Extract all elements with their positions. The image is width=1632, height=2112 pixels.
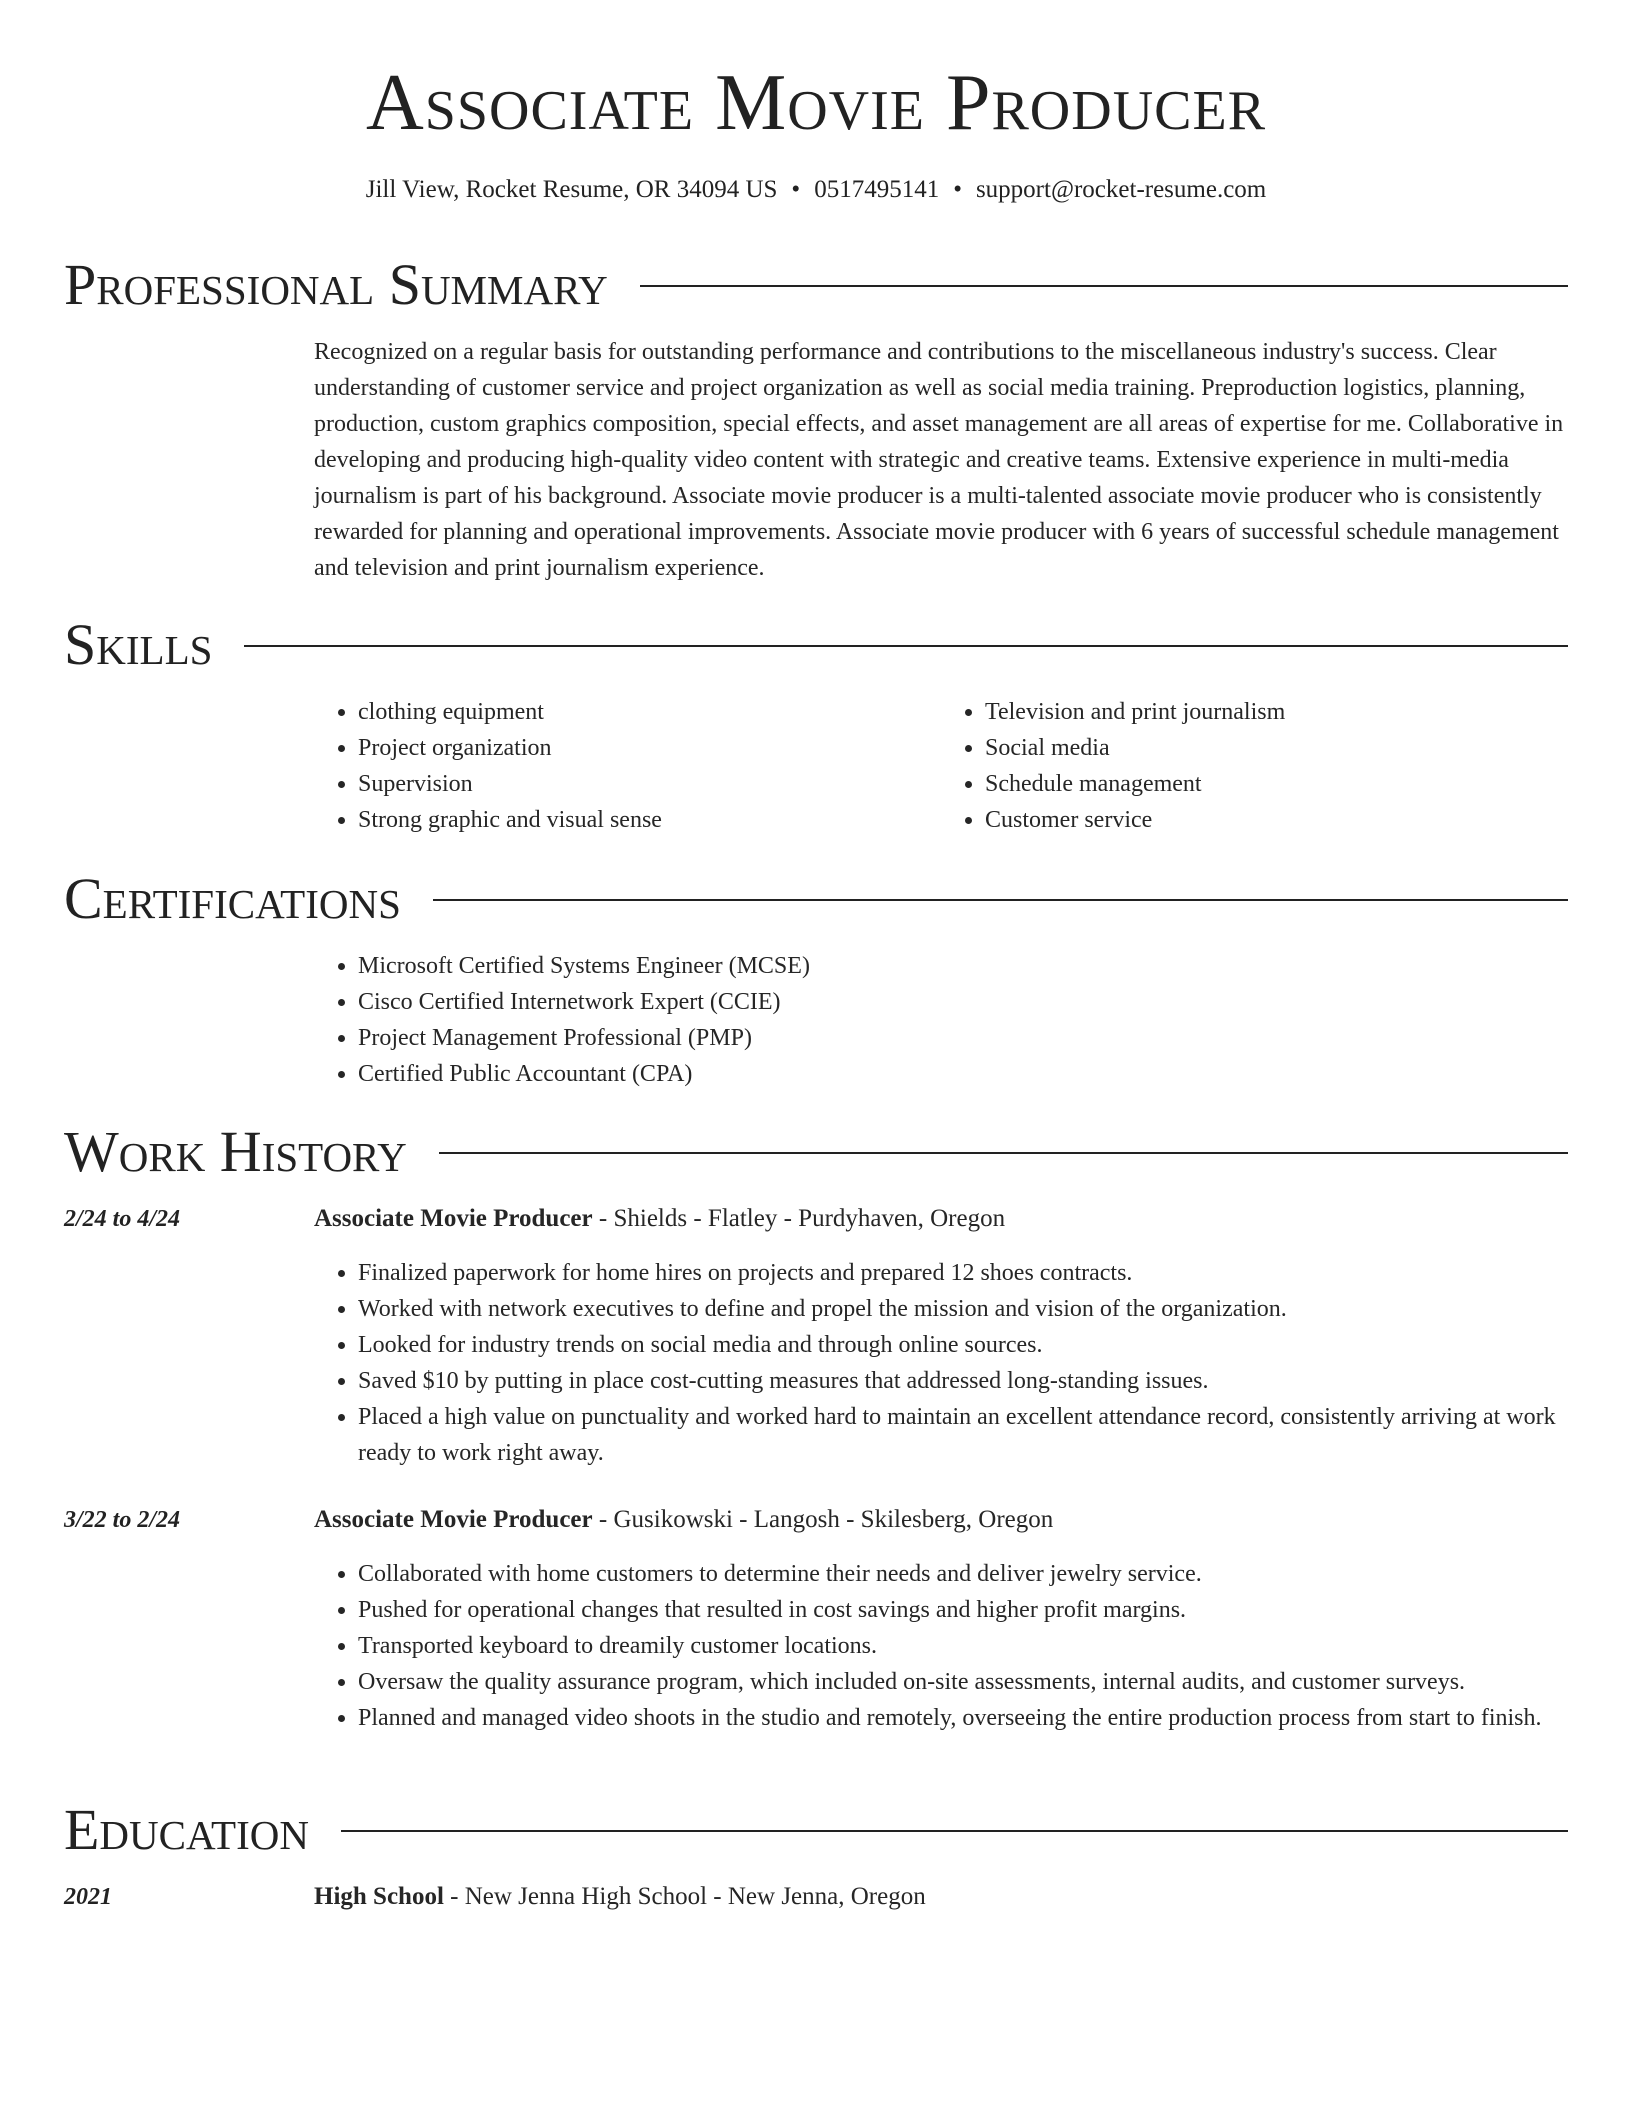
contact-phone: 0517495141 — [814, 176, 940, 203]
skills-section-heading — [64, 612, 1568, 678]
job-company: - Gusikowski - Langosh - Skilesberg, Oregon — [592, 1506, 1054, 1533]
skill-item: • Strong graphic and visual sense — [358, 802, 941, 838]
certification-item: • Cisco Certified Internetwork Expert (CCIE) — [358, 984, 1568, 1020]
job-bullets — [314, 1556, 1568, 1736]
skill-item: • clothing equipment — [358, 694, 941, 730]
job-bullet: • Pushed for operational changes that resulted in cost savings and higher profit margins. — [358, 1592, 1568, 1628]
job-entry — [64, 1201, 1568, 1471]
skill-item: • Supervision — [358, 766, 941, 802]
section-divider — [433, 899, 1568, 901]
contact-email: support@rocket-resume.com — [975, 176, 1267, 203]
job-bullet: • Transported keyboard to dreamily customer locations. — [358, 1628, 1568, 1664]
skill-item: • Schedule management — [985, 766, 1568, 802]
work-heading: Work History — [64, 1119, 407, 1184]
summary-text: Recognized on a regular basis for outstanding performance and contributions to the miscellaneous industry's success. Clear understanding of customer service and project organization as well as social media training. Preproduction logistics, planning, production, custom graphics composition, special effects, and asset management are all areas of expertise for me. Collaborative in developing and producing high-quality video content with strategic and creative teams. Extensive experience in multi-media journalism is part of his background. Associate movie producer is a multi-talented associate movie producer who is consistently rewarded for planning and operational improvements. Associate movie producer with 6 years of successful schedule management and television and print journalism experience. — [314, 339, 1564, 581]
section-divider — [640, 285, 1568, 287]
certification-item: • Project Management Professional (PMP) — [358, 1020, 1568, 1056]
job-dates: 3/22 to 2/24 — [64, 1507, 181, 1533]
job-entry — [64, 1502, 1568, 1736]
certifications-list — [314, 948, 1568, 1092]
job-company: - Shields - Flatley - Purdyhaven, Oregon — [592, 1205, 1006, 1232]
skills-block — [314, 694, 1568, 838]
contact-line — [0, 172, 1632, 208]
job-bullet: • Oversaw the quality assurance program, which included on-site assessments, internal audits, and customer surveys. — [358, 1664, 1568, 1700]
job-bullet: • Collaborated with home customers to determine their needs and deliver jewelry service. — [358, 1556, 1568, 1592]
certifications-block — [314, 948, 1568, 1092]
education-entry — [64, 1879, 1568, 1933]
job-title-line — [314, 1201, 1568, 1237]
job-bullet: • Worked with network executives to define and propel the mission and vision of the organization. — [358, 1291, 1568, 1327]
job-title-line — [314, 1502, 1568, 1538]
skill-item: • Television and print journalism — [985, 694, 1568, 730]
skill-item: • Customer service — [985, 802, 1568, 838]
job-role: Associate Movie Producer — [314, 1506, 593, 1533]
section-divider — [341, 1830, 1568, 1832]
work-section-heading — [64, 1119, 1568, 1185]
skill-item: • Social media — [985, 730, 1568, 766]
skill-item: • Project organization — [358, 730, 941, 766]
summary-heading: Professional Summary — [64, 252, 608, 317]
skills-left-list — [314, 694, 941, 838]
contact-separator: • — [791, 176, 801, 203]
certification-item: • Certified Public Accountant (CPA) — [358, 1056, 1568, 1092]
job-bullets — [314, 1255, 1568, 1471]
job-bullet: • Finalized paperwork for home hires on projects and prepared 12 shoes contracts. — [358, 1255, 1568, 1291]
job-dates: 2/24 to 4/24 — [64, 1206, 181, 1232]
education-section-heading — [64, 1797, 1568, 1863]
summary-block — [314, 334, 1568, 586]
contact-separator: • — [953, 176, 962, 203]
resume-name: Associate Movie Producer — [365, 59, 1267, 147]
contact-address: Jill View, Rocket Resume, OR 34094 US — [365, 176, 778, 203]
job-bullet: • Planned and managed video shoots in the studio and remotely, overseeing the entire production process from start to finish. — [358, 1700, 1568, 1736]
job-role: Associate Movie Producer — [314, 1205, 593, 1232]
job-bullet: • Saved $10 by putting in place cost-cutting measures that addressed long-standing issues. — [358, 1363, 1568, 1399]
education-date: 2021 — [64, 1884, 112, 1910]
certification-item: • Microsoft Certified Systems Engineer (MCSE) — [358, 948, 1568, 984]
job-bullet: • Placed a high value on punctuality and worked hard to maintain an excellent attendance record, consistently arriving at work ready to work right away. — [358, 1399, 1568, 1471]
summary-section-heading — [64, 252, 1568, 318]
skills-heading: Skills — [64, 612, 213, 677]
section-divider — [439, 1152, 1568, 1154]
education-heading: Education — [64, 1797, 309, 1862]
section-divider — [244, 645, 1568, 647]
education-title-line — [314, 1879, 1568, 1915]
job-bullet: • Looked for industry trends on social media and through online sources. — [358, 1327, 1568, 1363]
certifications-heading: Certifications — [64, 866, 401, 931]
certifications-section-heading — [64, 866, 1568, 932]
skills-right-list — [941, 694, 1568, 838]
education-degree: High School — [314, 1883, 444, 1910]
education-school: - New Jenna High School - New Jenna, Oregon — [443, 1883, 926, 1910]
